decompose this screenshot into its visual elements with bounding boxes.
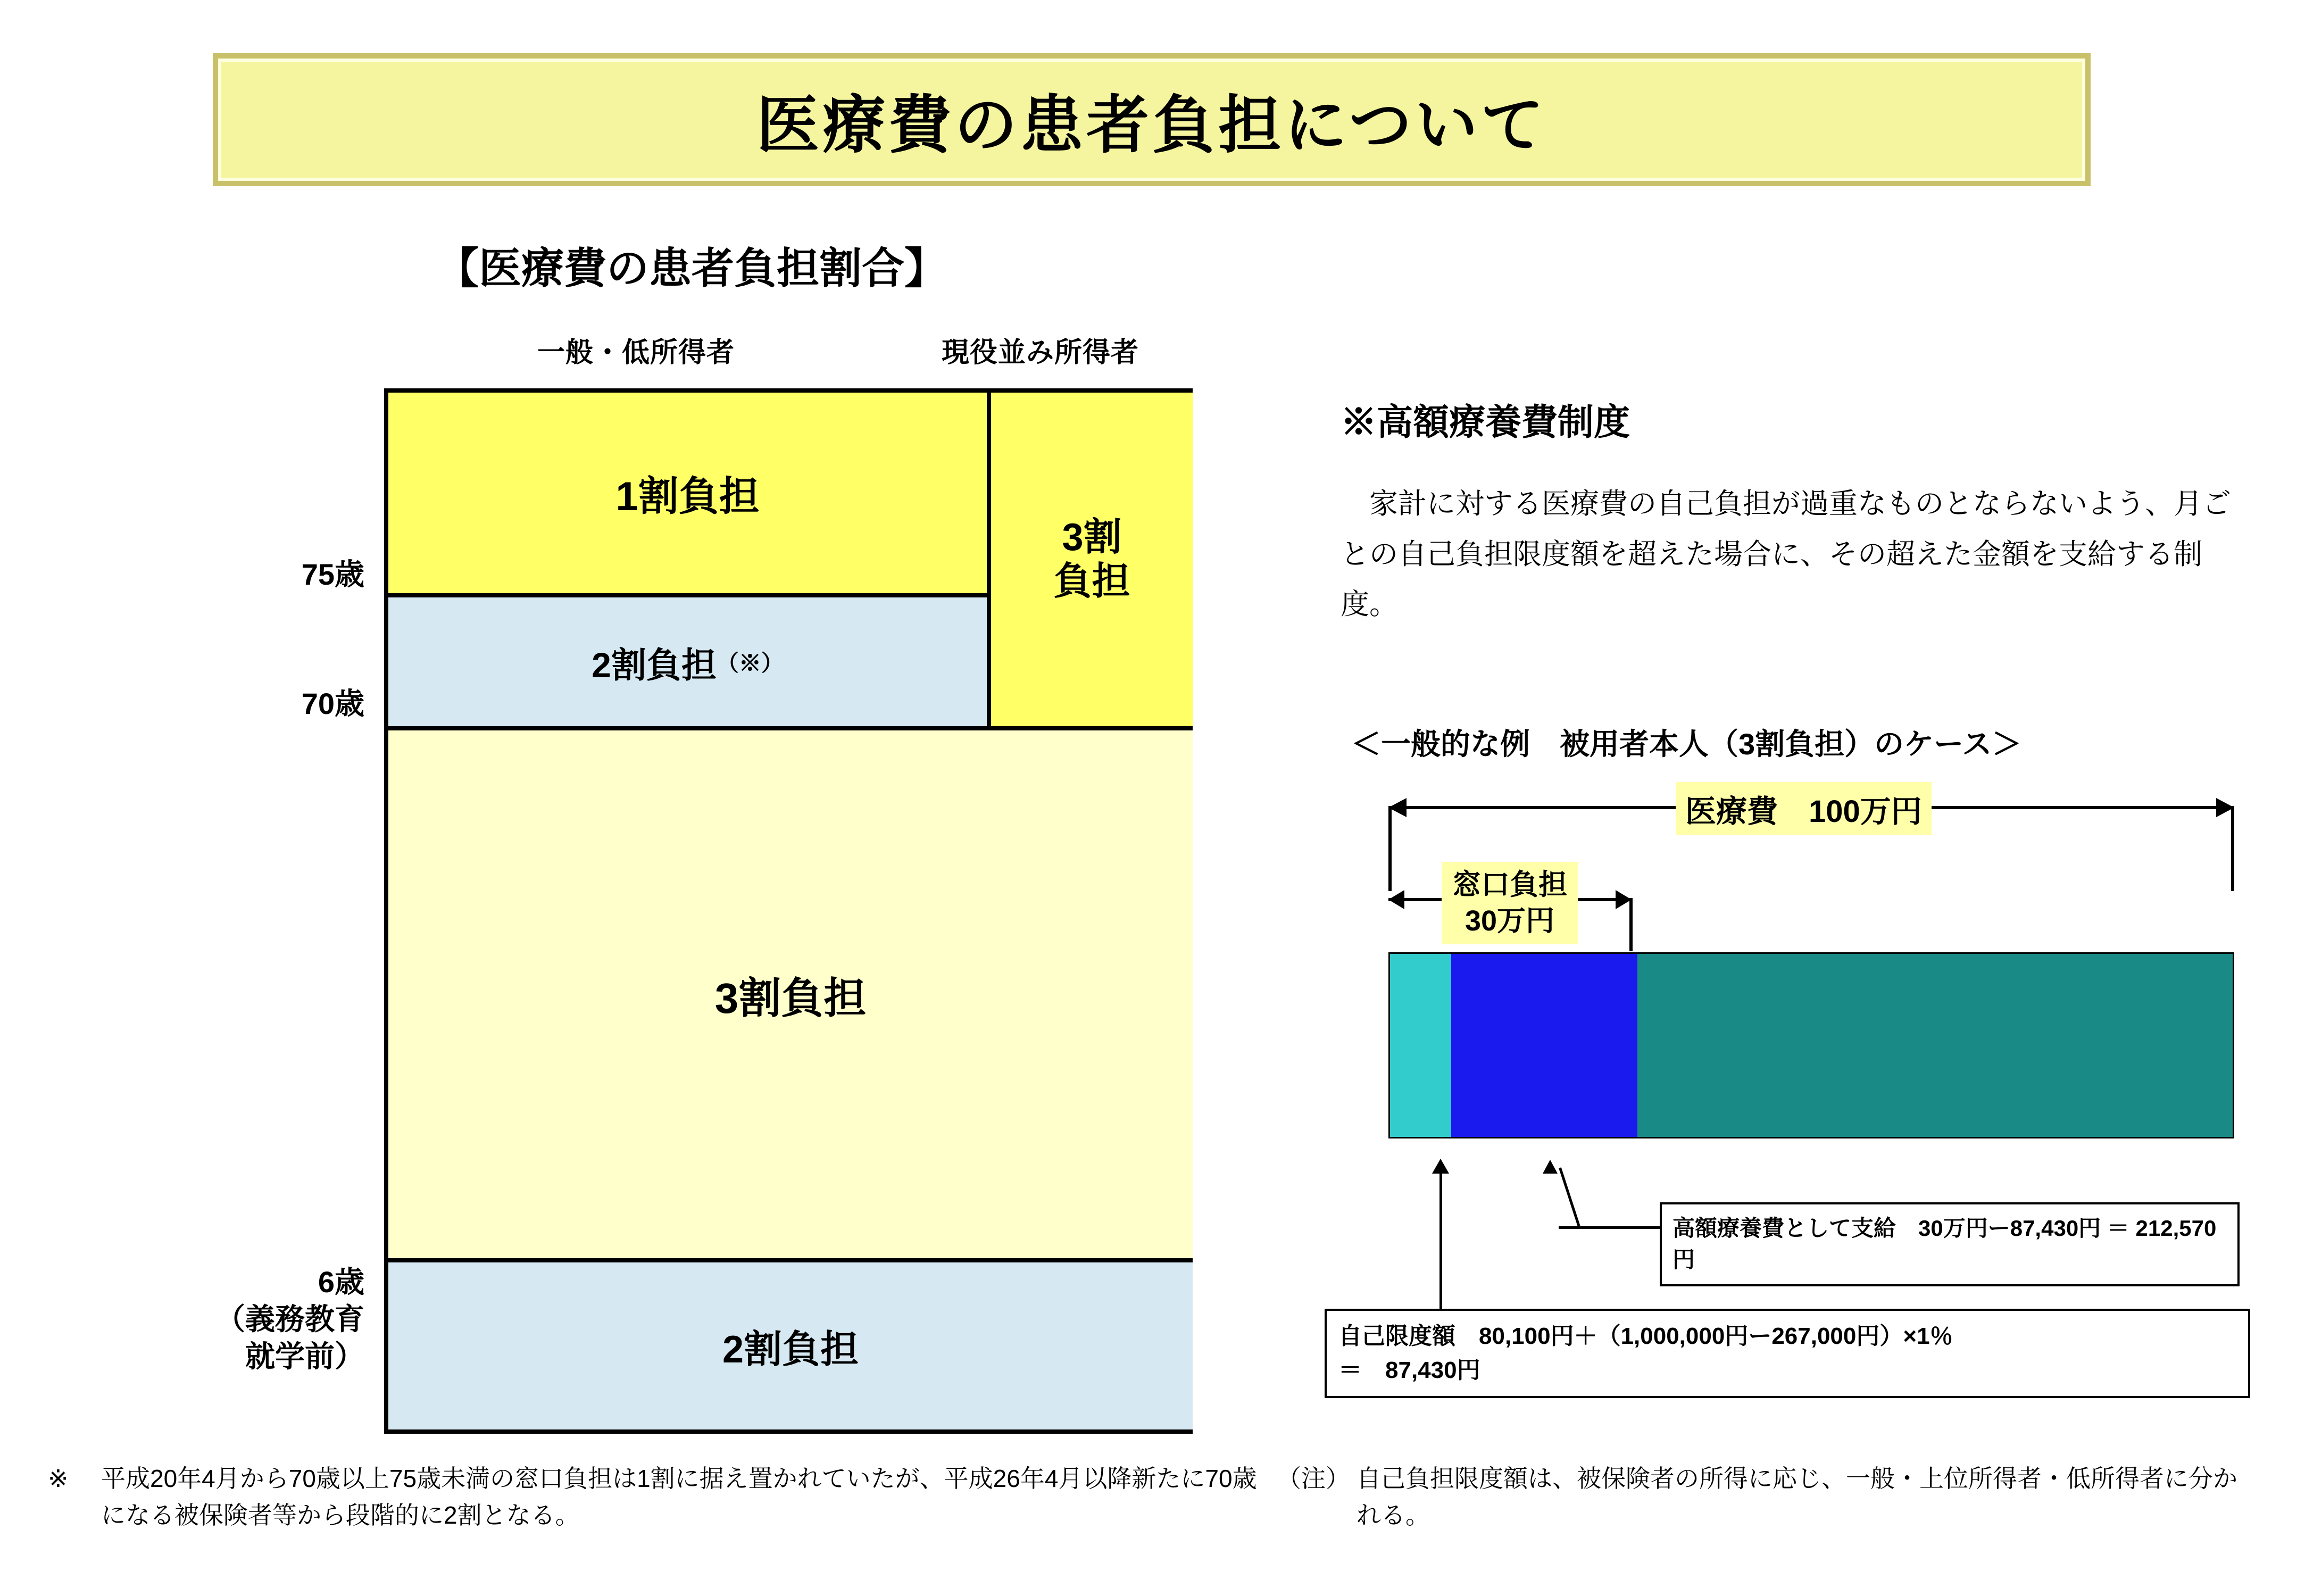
column-label-active-income: 現役並み所得者 [942, 337, 1139, 368]
example-heading: ＜一般的な例 被用者本人（3割負担）のケース＞ [1351, 727, 2022, 761]
segment-insurance-benefit [1637, 954, 2233, 1137]
age-label-70: 70歳 [301, 687, 364, 720]
page-title: 医療費の患者負担について [756, 90, 1547, 161]
footnote-left [48, 1460, 1271, 1534]
footnote-left-mark: ※ [48, 1465, 69, 1492]
band-one-tenth [388, 393, 991, 597]
footnote-right [1277, 1460, 2261, 1534]
page-title-banner [213, 53, 2091, 186]
band-three-tenths-active: 3割 負担 [991, 393, 1193, 730]
band-two-tenths-top-label: 2割負担 [592, 645, 717, 685]
counter-payment-label: 窓口負担 30万円 [1442, 862, 1578, 944]
patient-share-chart [384, 388, 1193, 1434]
leader-line-high-cost-vertical [1559, 1167, 1580, 1226]
cost-breakdown-diagram [1378, 782, 2250, 1165]
total-tick-right [2231, 806, 2234, 891]
footnote-right-mark: （注） [1277, 1465, 1350, 1492]
callout-high-cost-benefit: 高額療養費として支給 30万円ー87,430円 ＝ 212,570円 [1660, 1202, 2240, 1286]
age-label-75: 75歳 [301, 558, 364, 591]
band-one-tenth-label: 1割負担 [615, 474, 760, 519]
footnote-left-text: 平成20年4月から70歳以上75歳未満の窓口負担は1割に据え置かれていたが、平成26年4月以降新たに70歳になる被保険者等から段階的に2割となる。 [101, 1465, 1257, 1529]
high-cost-description: 家計に対する医療費の自己負担が過重なものとならないよう、月ごとの自己負担限度額を超えた場合に、その超えた金額を支給する制度。 [1341, 488, 2231, 620]
band-three-tenths-main [388, 730, 1193, 1262]
leader-line-high-cost-horizontal [1559, 1226, 1665, 1229]
callout-self-pay-limit: 自己限度額 80,100円＋（1,000,000円ー267,000円）×1％ ＝ 87,430円 [1325, 1309, 2250, 1398]
column-label-general: 一般・低所得者 [537, 337, 735, 368]
band-two-tenths-top-note: （※） [716, 651, 784, 676]
total-cost-label: 医療費 100万円 [1676, 782, 1932, 835]
segment-high-cost-benefit [1451, 954, 1637, 1137]
high-cost-heading: ※高額療養費制度 [1341, 402, 1630, 443]
band-two-tenths-bottom-label: 2割負担 [722, 1328, 859, 1371]
band-three-tenths-main-label: 3割負担 [714, 974, 867, 1022]
stacked-cost-bar [1388, 952, 2234, 1138]
age-label-6: 6歳 （義務教育 就学前） [215, 1265, 364, 1373]
band-two-tenths-top [388, 597, 991, 730]
footnote-right-text: 自己負担限度額は、被保険者の所得に応じ、一般・上位所得者・低所得者に分かれる。 [1357, 1465, 2237, 1529]
total-tick-left [1388, 806, 1392, 891]
leader-arrow-high-cost [1543, 1160, 1558, 1174]
counter-tick-right [1629, 898, 1633, 951]
counter-arrow-left-head [1388, 890, 1404, 909]
leader-line-limit-vertical [1439, 1170, 1442, 1309]
band-two-tenths-bottom [388, 1262, 1193, 1429]
chart-heading: 【医療費の患者負担割合】 [436, 245, 947, 292]
leader-arrow-limit [1432, 1159, 1449, 1174]
segment-self-pay-limit [1390, 954, 1451, 1137]
